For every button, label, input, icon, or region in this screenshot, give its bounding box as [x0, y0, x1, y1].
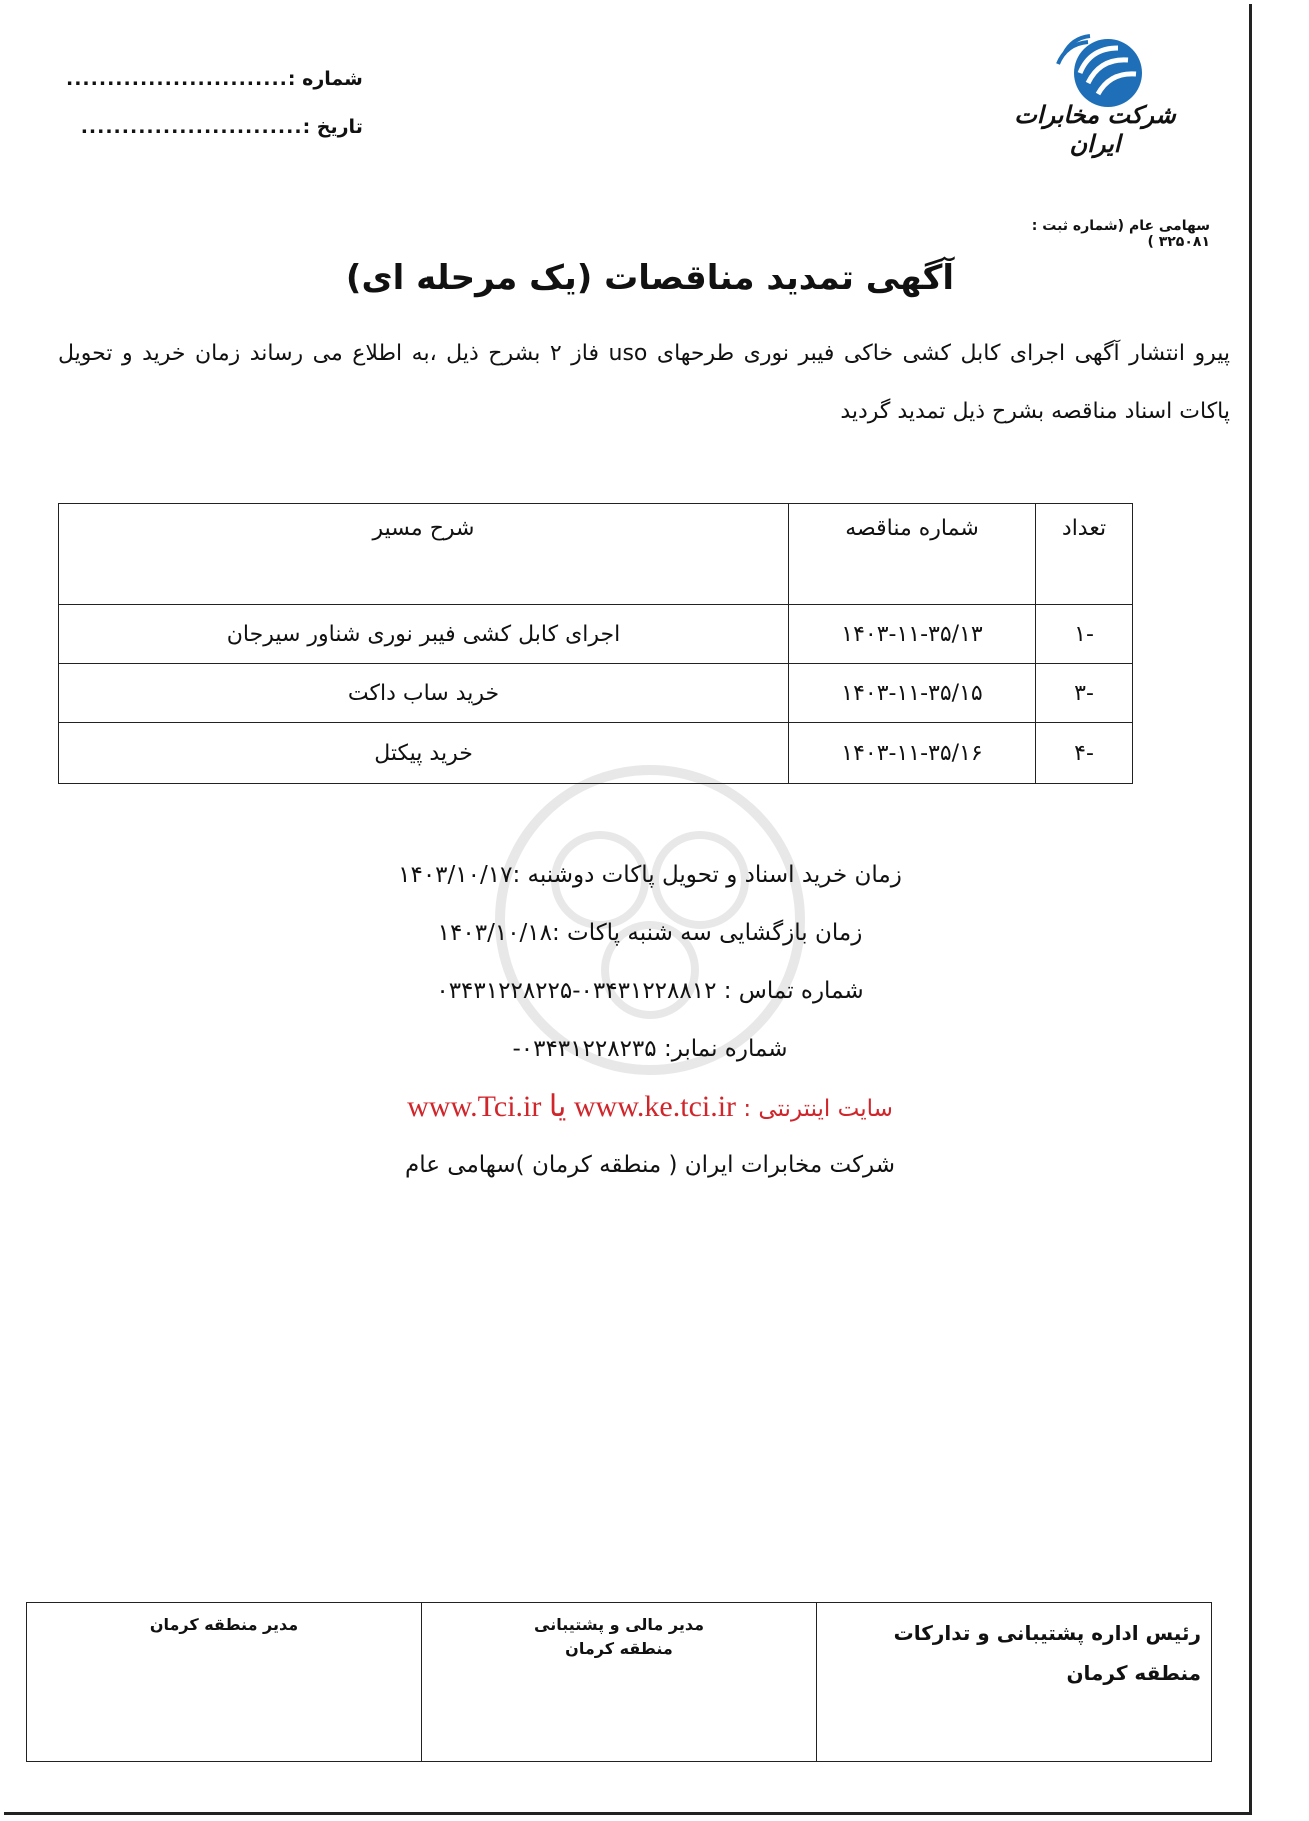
header-count: تعداد — [1036, 504, 1133, 605]
website-links[interactable]: www.ke.tci.ir یا www.Tci.ir — [407, 1090, 737, 1123]
date-dots: ........................... — [80, 116, 303, 138]
row-tender-number: ۱۴۰۳-۱۱-۳۵/۱۳ — [789, 605, 1036, 664]
date-label: تاریخ : — [302, 116, 363, 138]
number-dots: ........................... — [66, 68, 288, 90]
website-label: سایت اینترنتی : — [743, 1096, 893, 1122]
signature-region: منطقه کرمان — [1066, 1661, 1201, 1685]
signature-title: رئیس اداره پشتیبانی و تدارکات — [893, 1621, 1201, 1645]
fax-number: شماره نمابر: ۰۳۴۳۱۲۲۸۲۳۵- — [512, 1036, 788, 1062]
tender-table — [58, 503, 1133, 784]
opening-time: زمان بازگشایی سه شنبه پاکات :۱۴۰۳/۱۰/۱۸ — [437, 920, 863, 946]
tender-details — [300, 846, 1000, 1194]
row-description: خرید ساب داکت — [59, 664, 789, 723]
signature-region: منطقه کرمان — [565, 1639, 673, 1658]
header-route-description: شرح مسیر — [59, 504, 789, 605]
signature-finance-manager — [422, 1603, 817, 1762]
row-count: -۴ — [1036, 723, 1133, 784]
website-line — [300, 1078, 1000, 1136]
row-count: -۱ — [1036, 605, 1133, 664]
row-tender-number: ۱۴۰۳-۱۱-۳۵/۱۵ — [789, 664, 1036, 723]
number-line — [60, 55, 363, 103]
date-line — [60, 103, 363, 151]
registration-number: سهامی عام (شماره ثبت : ۳۲۵۰۸۱ ) — [1031, 218, 1210, 250]
table-row — [59, 723, 1133, 784]
notice-intro: پیرو انتشار آگهی اجرای کابل کشی خاکی فیبر نوری طرحهای uso فاز ۲ بشرح ذیل ،به اطلاع می رساند زمان خرید و تحویل پاکات اسناد مناقصه بشرح ذیل تمدید گردید — [58, 341, 1230, 424]
signature-table — [26, 1602, 1212, 1762]
reference-block — [60, 55, 363, 151]
tender-table-header — [59, 504, 1133, 605]
row-description: خرید پیکتل — [59, 723, 789, 784]
row-count: -۳ — [1036, 664, 1133, 723]
company-logo-text: شرکت مخابرات ایران — [1014, 100, 1176, 158]
number-label: شماره : — [287, 68, 363, 90]
signature-regional-manager — [27, 1603, 422, 1762]
company-name: شرکت مخابرات ایران ( منطقه کرمان )سهامی عام — [405, 1152, 895, 1178]
row-description: اجرای کابل کشی فیبر نوری شناور سیرجان — [59, 605, 789, 664]
row-tender-number: ۱۴۰۳-۱۱-۳۵/۱۶ — [789, 723, 1036, 784]
signature-title: مدیر منطقه کرمان — [149, 1615, 299, 1634]
signature-row — [27, 1603, 1212, 1762]
table-row — [59, 664, 1133, 723]
phone-numbers: شماره تماس : ۰۳۴۳۱۲۲۸۸۱۲-۰۳۴۳۱۲۲۸۲۲۵ — [436, 978, 864, 1004]
table-row — [59, 605, 1133, 664]
signature-procurement-head — [817, 1603, 1212, 1762]
header-tender-number: شماره مناقصه — [789, 504, 1036, 605]
notice-title: آگهی تمدید مناقصات (یک مرحله ای) — [345, 258, 955, 298]
purchase-time: زمان خرید اسناد و تحویل پاکات دوشنبه :۱۴۰۳/۱۰/۱۷ — [398, 862, 902, 888]
signature-title: مدیر مالی و پشتیبانی — [534, 1615, 704, 1634]
